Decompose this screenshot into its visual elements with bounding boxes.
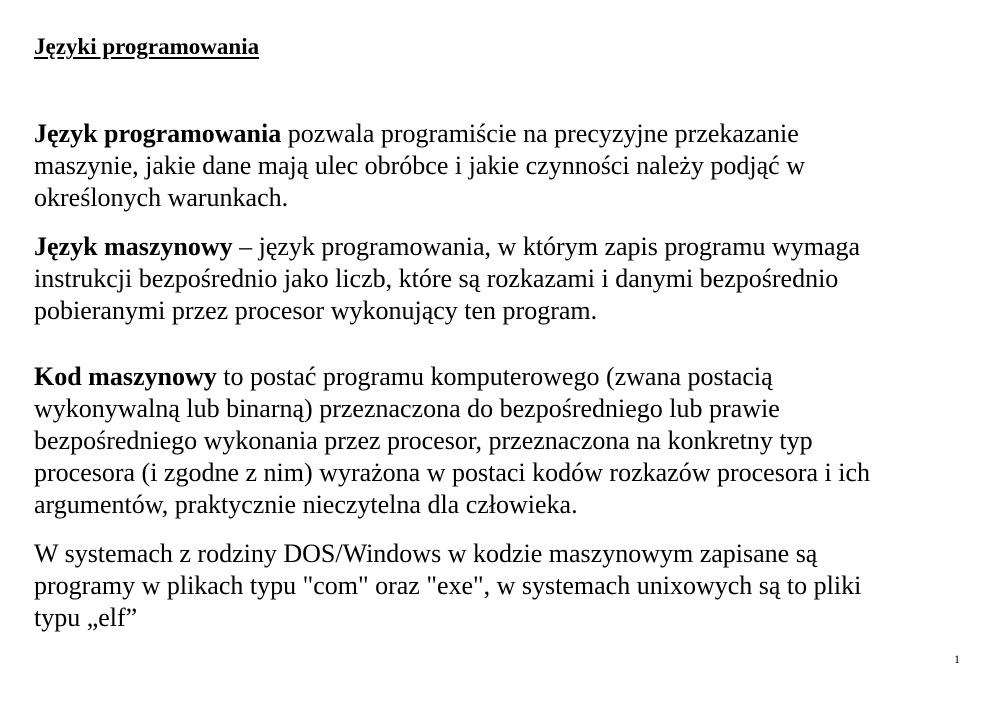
paragraph-machine-language [34, 231, 964, 327]
term-bold: Kod maszynowy [34, 362, 217, 391]
paragraph-text: – język programowania, w którym zapis programu wymaga [232, 232, 861, 261]
paragraph-line: bezpośredniego wykonania przez procesor, przeznaczona na konkretny typ [34, 426, 813, 455]
paragraph-line: maszynie, jakie dane mają ulec obróbce i jakie czynności należy podjąć w [34, 151, 805, 180]
paragraph-line: typu „elf” [34, 603, 138, 632]
paragraph-line: wykonywalną lub binarną) przeznaczona do bezpośredniego lub prawie [34, 394, 780, 423]
paragraph-line: W systemach z rodziny DOS/Windows w kodzie maszynowym zapisane są [34, 539, 818, 568]
page-title: Języki programowania [34, 34, 260, 59]
paragraph-line: określonych warunkach. [34, 183, 289, 212]
term-bold: Język programowania [34, 119, 282, 148]
paragraph-line: pobieranymi przez procesor wykonujący ten program. [34, 296, 598, 325]
paragraph-line: programy w plikach typu "com" oraz "exe", w systemach unixowych są to pliki [34, 571, 862, 600]
paragraph-text: pozwala programiście na precyzyjne przekazanie [281, 119, 799, 148]
paragraph-line [34, 361, 964, 393]
paragraph-programming-language [34, 118, 964, 214]
paragraph-line: argumentów, praktycznie nieczytelna dla człowieka. [34, 490, 578, 519]
paragraph-line: procesora (i zgodne z nim) wyrażona w postaci kodów rozkazów procesora i ich [34, 458, 871, 487]
paragraph-line [34, 231, 964, 263]
paragraph-text: to postać programu komputerowego (zwana postacią [216, 362, 773, 391]
paragraph-machine-code [34, 361, 964, 521]
page-number: 1 [954, 652, 960, 666]
term-bold: Język maszynowy [34, 232, 233, 261]
paragraph-line: instrukcji bezpośrednio jako liczb, które są rozkazami i danymi bezpośrednio [34, 264, 839, 293]
paragraph-dos-windows [34, 538, 964, 634]
paragraph-line [34, 118, 964, 150]
